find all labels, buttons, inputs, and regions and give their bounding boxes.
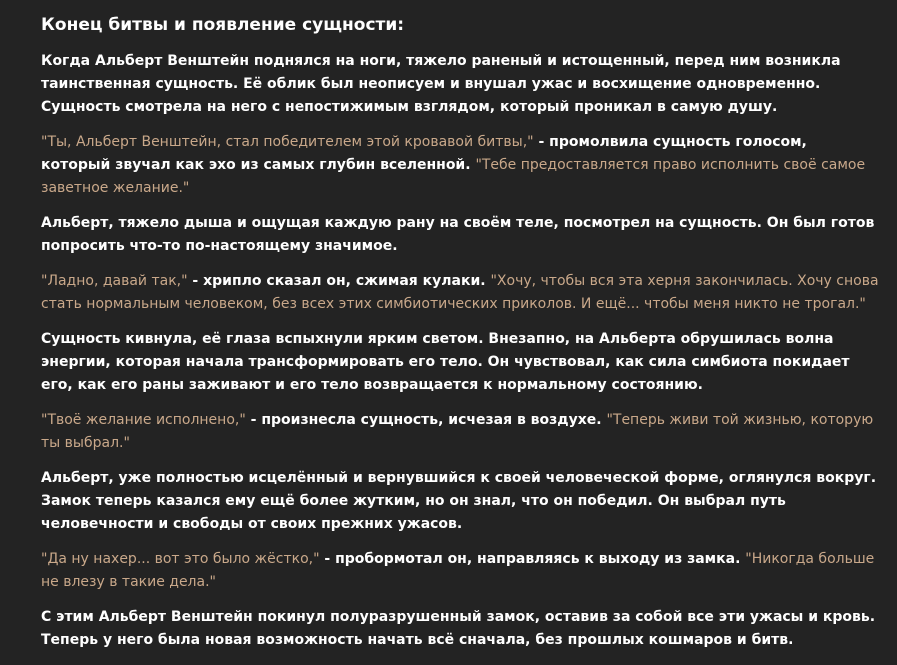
dialogue-quote: "Теперь живи той жизнью, которую ты выбрал." — [41, 412, 874, 451]
narration-text: - хрипло сказал он, сжимая кулаки. — [187, 273, 491, 289]
dialogue-quote: "Ты, Альберт Венштейн, стал победителем этой кровавой битвы," — [41, 134, 534, 150]
paragraph-1 — [41, 50, 881, 119]
narration-text: Сущность кивнула, её глаза вспыхнули ярким светом. Внезапно, на Альберта обрушилась волна энергии, которая начала трансформировать его тело. Он чувствовал, как сила симбиота покидает его, как его раны заживают и его тело возвращается к нормальному состоянию. — [41, 331, 850, 393]
narration-text: Альберт, тяжело дыша и ощущая каждую рану на своём теле, посмотрел на сущность. Он был готов попросить что-то по-настоящему значимое. — [41, 215, 875, 254]
section-heading: Конец битвы и появление сущности: — [41, 15, 405, 35]
narration-text: Альберт, уже полностью исцелённый и вернувшийся к своей человеческой форме, оглянулся вокруг. Замок теперь казался ему ещё более жутким, но он знал, что он победил. Он выбрал путь человечности и свободы от своих прежних ужасов. — [41, 470, 877, 532]
dialogue-quote: "Тебе предоставляется право исполнить своё самое заветное желание." — [41, 157, 866, 196]
paragraph-4 — [41, 270, 881, 316]
narration-text: С этим Альберт Венштейн покинул полуразрушенный замок, оставив за собой все эти ужасы и кровь. Теперь у него была новая возможность начать всё сначала, без прошлых кошмаров и битв. — [41, 609, 876, 648]
paragraph-9 — [41, 606, 881, 652]
paragraph-7 — [41, 467, 881, 536]
narration-text: - пробормотал он, направляясь к выходу из замка. — [319, 551, 746, 567]
dialogue-quote: "Да ну нахер... вот это было жёстко," — [41, 551, 320, 567]
paragraph-3 — [41, 212, 881, 258]
paragraph-2 — [41, 131, 881, 200]
narration-text: - промолвила сущность голосом, который звучал как эхо из самых глубин вселенной. — [41, 134, 807, 173]
paragraph-8 — [41, 548, 881, 594]
paragraph-6 — [41, 409, 881, 455]
narration-text: Когда Альберт Венштейн поднялся на ноги, тяжело раненый и истощенный, перед ним возникла таинственная сущность. Её облик был неописуем и внушал ужас и восхищение одновременно. Сущность смотрела на него с непостижимым взглядом, который проникал в самую душу. — [41, 53, 841, 115]
narration-text: - произнесла сущность, исчезая в воздухе. — [245, 412, 607, 428]
dialogue-quote: "Ладно, давай так," — [41, 273, 188, 289]
dialogue-quote: "Никогда больше не влезу в такие дела." — [41, 551, 875, 590]
story-content — [41, 0, 881, 652]
paragraph-5 — [41, 328, 881, 397]
dialogue-quote: "Хочу, чтобы вся эта херня закончилась. Хочу снова стать нормальным человеком, без всех этих симбиотических приколов. И ещё... чтобы меня никто не трогал." — [41, 273, 879, 312]
dialogue-quote: "Твоё желание исполнено," — [41, 412, 246, 428]
